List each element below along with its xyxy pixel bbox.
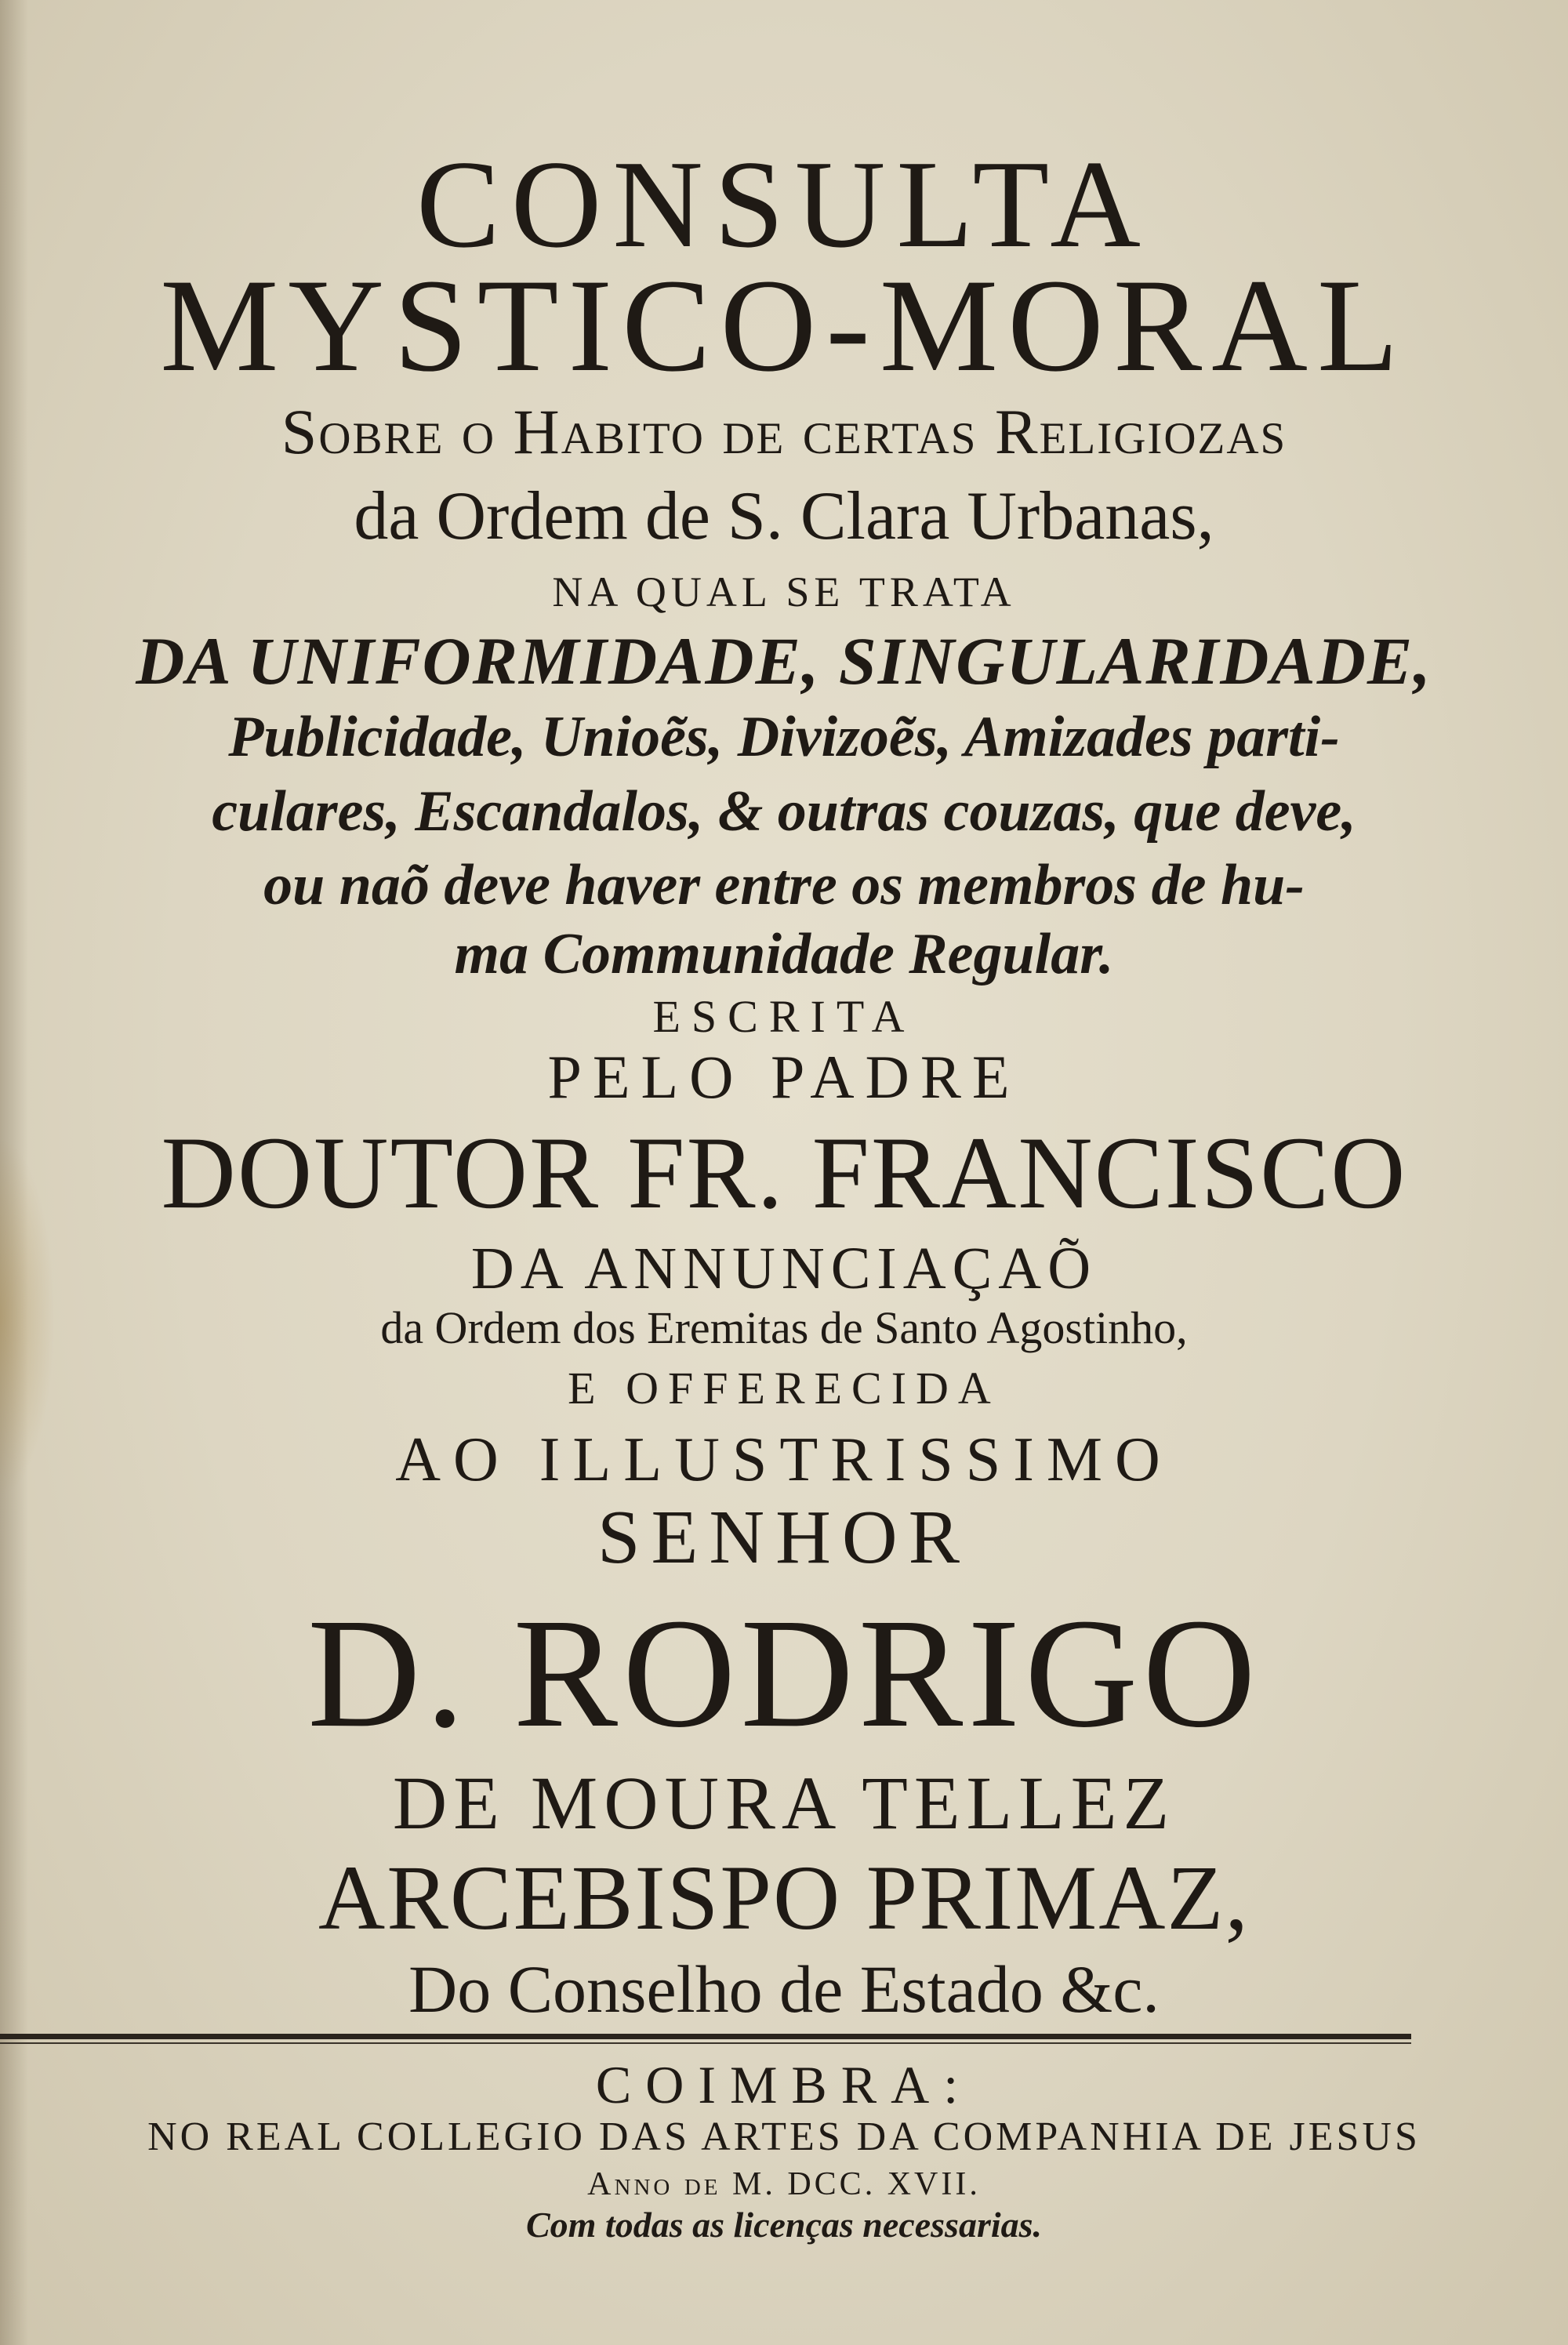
imprint-city: COIMBRA:: [595, 2055, 973, 2114]
divider-rule: [0, 2034, 1411, 2039]
offered-line-1: E OFFERECIDA: [568, 1363, 1000, 1414]
imprint-license: Com todas as licenças necessarias.: [525, 2205, 1043, 2245]
subtitle-line-1: Sobre o Habito de certas Religiozas: [281, 396, 1287, 467]
dedicatee-surname: DE MOURA TELLEZ: [392, 1761, 1176, 1845]
topics-line-4: ou naõ deve haver entre os membros de hu-: [263, 853, 1305, 917]
dedicatee-council: Do Conselho de Estado &c.: [408, 1951, 1160, 2027]
imprint-press: NO REAL COLLEGIO DAS ARTES DA COMPANHIA DE JESUS: [147, 2114, 1421, 2159]
offered-line-3: SENHOR: [597, 1495, 971, 1580]
author-name: DOUTOR FR. FRANCISCO: [161, 1115, 1407, 1230]
written-line-2: PELO PADRE: [547, 1043, 1021, 1111]
dedicatee-title: ARCEBISPO PRIMAZ,: [318, 1846, 1250, 1949]
topics-line-3: culares, Escandalos, & outras couzas, que deve,: [212, 779, 1356, 844]
topics-line-5: ma Communidade Regular.: [454, 922, 1114, 986]
dedicatee-name: D. RODRIGO: [307, 1587, 1261, 1760]
topics-line-2: Publicidade, Unioẽs, Divizoẽs, Amizades parti-: [228, 705, 1340, 769]
imprint-year: Anno de M. DCC. XVII.: [587, 2166, 981, 2202]
author-surname: DA ANNUNCIAÇAÕ: [470, 1236, 1098, 1301]
subtitle-line-2: da Ordem de S. Clara Urbanas,: [354, 478, 1214, 554]
subtitle-line-3: NA QUAL SE TRATA: [552, 568, 1016, 615]
author-order: da Ordem dos Eremitas de Santo Agostinho,: [380, 1302, 1188, 1353]
title-line-2: MYSTICO-MORAL: [160, 252, 1408, 399]
topics-line-1: DA UNIFORMIDADE, SINGULARIDADE,: [136, 623, 1432, 699]
offered-line-2: AO ILLUSTRISSIMO: [395, 1425, 1173, 1494]
divider-rule-thin: [0, 2042, 1411, 2044]
title-line-1: CONSULTA: [416, 134, 1152, 274]
written-line-1: ESCRITA: [652, 991, 916, 1042]
